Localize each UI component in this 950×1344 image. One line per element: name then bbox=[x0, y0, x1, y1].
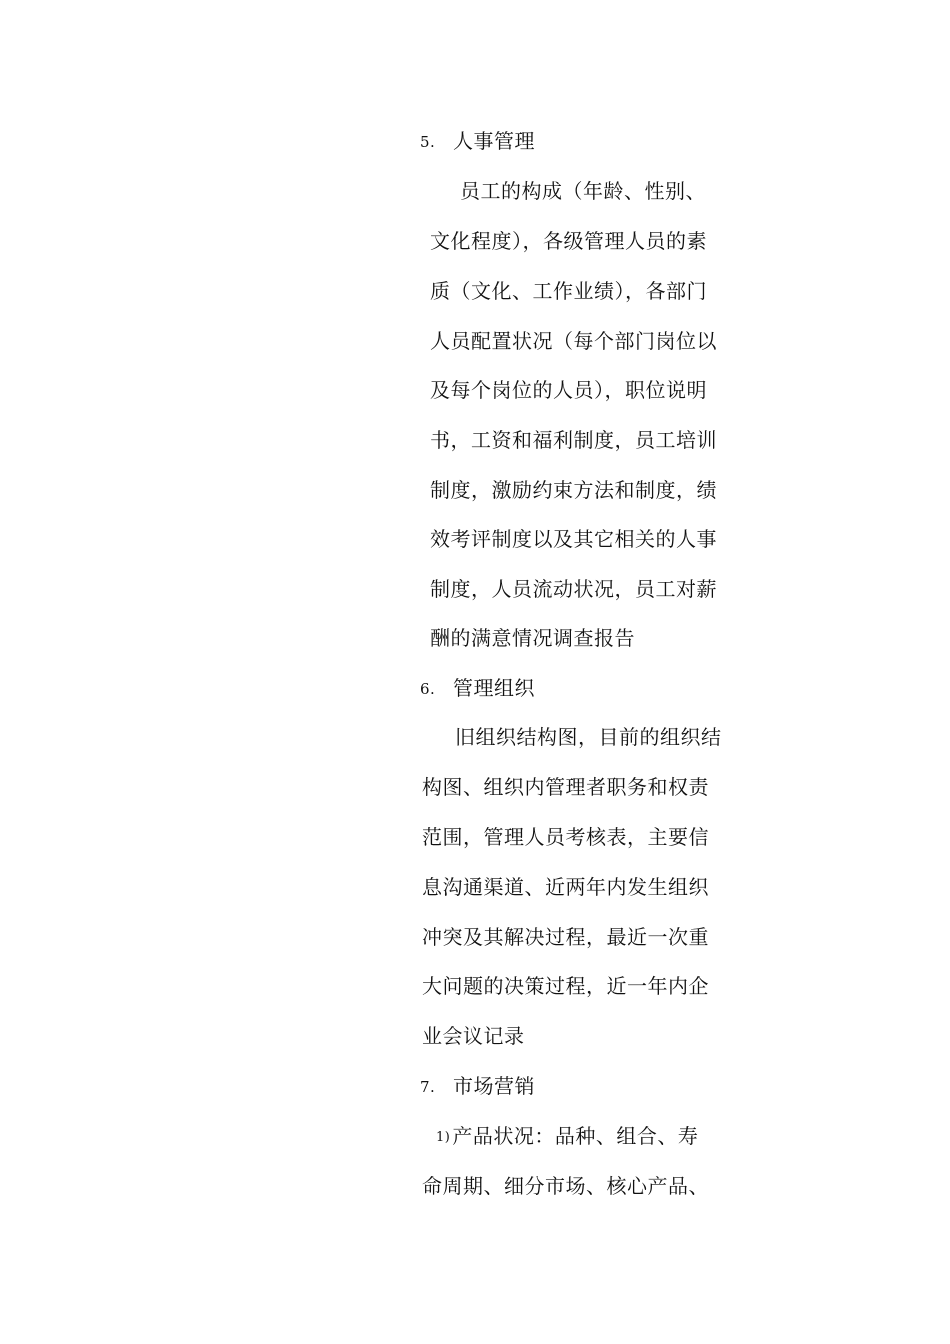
paragraph-line: 旧组织结构图，目前的组织结 bbox=[455, 725, 722, 749]
sub-item-number: 1) bbox=[436, 1130, 451, 1145]
paragraph-line: 文化程度），各级管理人员的素 bbox=[430, 229, 707, 253]
paragraph-line: 业会议记录 bbox=[422, 1024, 525, 1048]
paragraph-text: 产品状况：品种、组合、寿 bbox=[452, 1124, 699, 1148]
paragraph-line: 息沟通渠道、近两年内发生组织 bbox=[422, 875, 709, 899]
section-number: 7. bbox=[420, 1078, 436, 1096]
paragraph-line: 命周期、细分市场、核心产品、 bbox=[422, 1174, 709, 1198]
paragraph-line: 大问题的决策过程，近一年内企 bbox=[422, 974, 709, 998]
paragraph-line: 酬的满意情况调查报告 bbox=[430, 626, 635, 650]
paragraph-line: 及每个岗位的人员），职位说明 bbox=[430, 378, 707, 402]
section-number: 6. bbox=[420, 680, 436, 698]
paragraph-line: 人员配置状况（每个部门岗位以 bbox=[430, 329, 717, 353]
paragraph-line: 效考评制度以及其它相关的人事 bbox=[430, 527, 717, 551]
paragraph-line: 书，工资和福利制度，员工培训 bbox=[430, 428, 717, 452]
section-number: 5. bbox=[420, 133, 436, 151]
section-title: 市场营销 bbox=[453, 1074, 535, 1098]
section-title: 人事管理 bbox=[453, 129, 535, 153]
section-heading-7 bbox=[420, 1072, 535, 1101]
paragraph-line: 范围，管理人员考核表，主要信 bbox=[422, 825, 709, 849]
sub-item-line bbox=[436, 1122, 698, 1152]
paragraph-line: 冲突及其解决过程，最近一次重 bbox=[422, 925, 709, 949]
paragraph-line: 构图、组织内管理者职务和权责 bbox=[422, 775, 709, 799]
section-heading-5 bbox=[420, 127, 535, 156]
section-heading-6 bbox=[420, 674, 535, 703]
paragraph-line: 制度，激励约束方法和制度，绩 bbox=[430, 478, 717, 502]
paragraph-line: 员工的构成（年龄、性别、 bbox=[460, 179, 706, 203]
paragraph-line: 制度，人员流动状况，员工对薪 bbox=[430, 577, 717, 601]
section-title: 管理组织 bbox=[453, 676, 535, 700]
paragraph-line: 质（文化、工作业绩），各部门 bbox=[430, 279, 707, 303]
